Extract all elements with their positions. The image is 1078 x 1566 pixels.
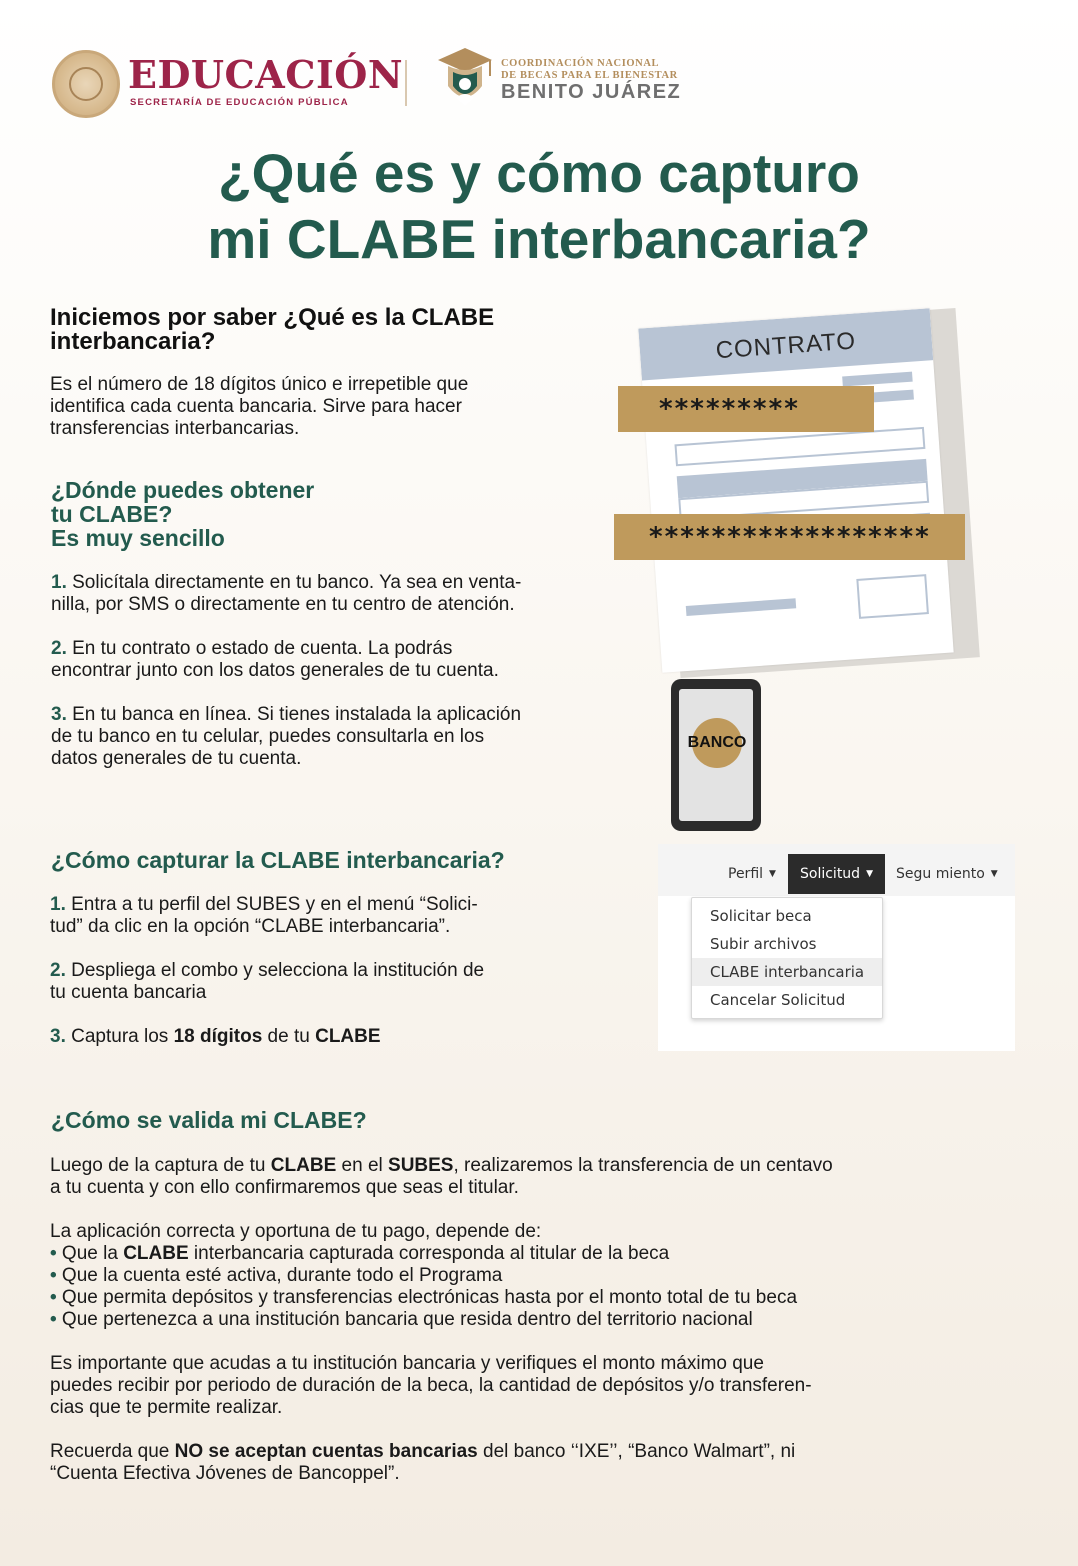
where-item-1: 1. Solicítala directamente en tu banco. Ya sea en venta- nilla, por SMS o directamente en tu centro de atención. [51, 572, 522, 615]
header-divider [405, 60, 407, 106]
capture-heading: ¿Cómo capturar la CLABE interbancaria? [51, 847, 505, 873]
where-heading: ¿Dónde puedes obtener tu CLABE? Es muy sencillo [51, 477, 315, 551]
list-item: • Que permita depósitos y transferencias electrónicas hasta por el monto total de tu beca [50, 1287, 798, 1308]
caret-down-icon: ▼ [769, 869, 776, 879]
caret-down-icon: ▼ [990, 869, 998, 879]
sep-subtitle: SECRETARÍA DE EDUCACIÓN PÚBLICA [130, 97, 349, 108]
capture-item-1: 1. Entra a tu perfil del SUBES y en el menú “Solici- tud” da clic en la opción “CLABE interbancaria”. [50, 894, 478, 937]
intro-body: Es el número de 18 dígitos único e irrepetible que identifica cada cuenta bancaria. Sirve para hacer transferencias interbancarias. [50, 374, 469, 439]
bank-label: BANCO [687, 734, 747, 751]
menu-item-subir-archivos[interactable]: Subir archivos [710, 935, 817, 953]
tab-seguimiento[interactable]: Segu miento ▼ [896, 866, 998, 882]
where-item-3: 3. En tu banca en línea. Si tienes instalada la aplicación de tu banco en tu celular, puedes consultarla en los datos generales de tu cuenta. [51, 704, 522, 769]
menu-item-clabe-interbancaria[interactable]: CLABE interbancaria [692, 958, 882, 986]
list-item: • Que la cuenta esté activa, durante todo el Programa [50, 1265, 503, 1286]
becas-logo-icon [436, 46, 494, 110]
intro-heading: Iniciemos por saber ¿Qué es la CLABE interbancaria? [50, 304, 495, 355]
menu-item-cancelar-solicitud[interactable]: Cancelar Solicitud [710, 991, 846, 1009]
capture-item-3: 3. Captura los 18 dígitos de tu CLABE [50, 1026, 381, 1047]
national-seal-logo [52, 50, 120, 118]
validate-paragraph-1: Luego de la captura de tu CLABE en el SUBES, realizaremos la transferencia de un centavo a tu cuenta y con ello confirmaremos que seas el titular. [50, 1155, 833, 1198]
subes-menu-screenshot [658, 844, 1015, 1051]
list-item: • Que pertenezca a una institución bancaria que resida dentro del territorio nacional [50, 1309, 753, 1330]
tab-solicitud[interactable]: Solicitud ▼ [788, 854, 885, 894]
becas-line3: BENITO JUÁREZ [501, 81, 682, 103]
contract-illustration: CONTRATO [638, 308, 953, 673]
list-item: • Que la CLABE interbancaria capturada corresponda al titular de la beca [50, 1243, 670, 1264]
solicitud-dropdown [691, 897, 883, 1019]
menu-item-solicitar-beca[interactable]: Solicitar beca [710, 907, 812, 925]
page-title: ¿Qué es y cómo capturo mi CLABE interbancaria? [207, 142, 871, 270]
becas-line2: DE BECAS PARA EL BIENESTAR [501, 70, 678, 81]
becas-line1: COORDINACIÓN NACIONAL [501, 58, 660, 69]
caret-down-icon: ▼ [866, 869, 873, 879]
validate-heading: ¿Cómo se valida mi CLABE? [51, 1107, 367, 1133]
capture-item-2: 2. Despliega el combo y selecciona la institución de tu cuenta bancaria [50, 960, 485, 1003]
validate-conditions: La aplicación correcta y oportuna de tu pago, depende de: • Que la CLABE interbancaria capturada corresponda al titular de la beca • Que la cuenta esté activa, durante todo el Programa • Que permita depósitos y transferencias electrónicas hasta por el monto total de tu beca • Que pertenezca a una institución bancaria que resida dentro del territorio nacional [50, 1221, 798, 1330]
sep-title: EDUCACIÓN [128, 52, 404, 97]
tab-perfil[interactable]: Perfil ▼ [728, 866, 776, 882]
clabe-masked-long: ****************** [614, 514, 965, 560]
validate-paragraph-4: Recuerda que NO se aceptan cuentas bancarias del banco ‘‘IXE’’, “Banco Walmart”, ni “Cuenta Efectiva Jóvenes de Bancoppel”. [50, 1441, 796, 1484]
clabe-masked-short: ********* [618, 386, 874, 432]
validate-paragraph-3: Es importante que acudas a tu institución bancaria y verifiques el monto máximo que puedes recibir por periodo de duración de la beca, la cantidad de depósitos y/o transferen- cias que te permite realizar. [50, 1353, 812, 1418]
where-item-2: 2. En tu contrato o estado de cuenta. La podrás encontrar junto con los datos generales de tu cuenta. [51, 638, 499, 681]
